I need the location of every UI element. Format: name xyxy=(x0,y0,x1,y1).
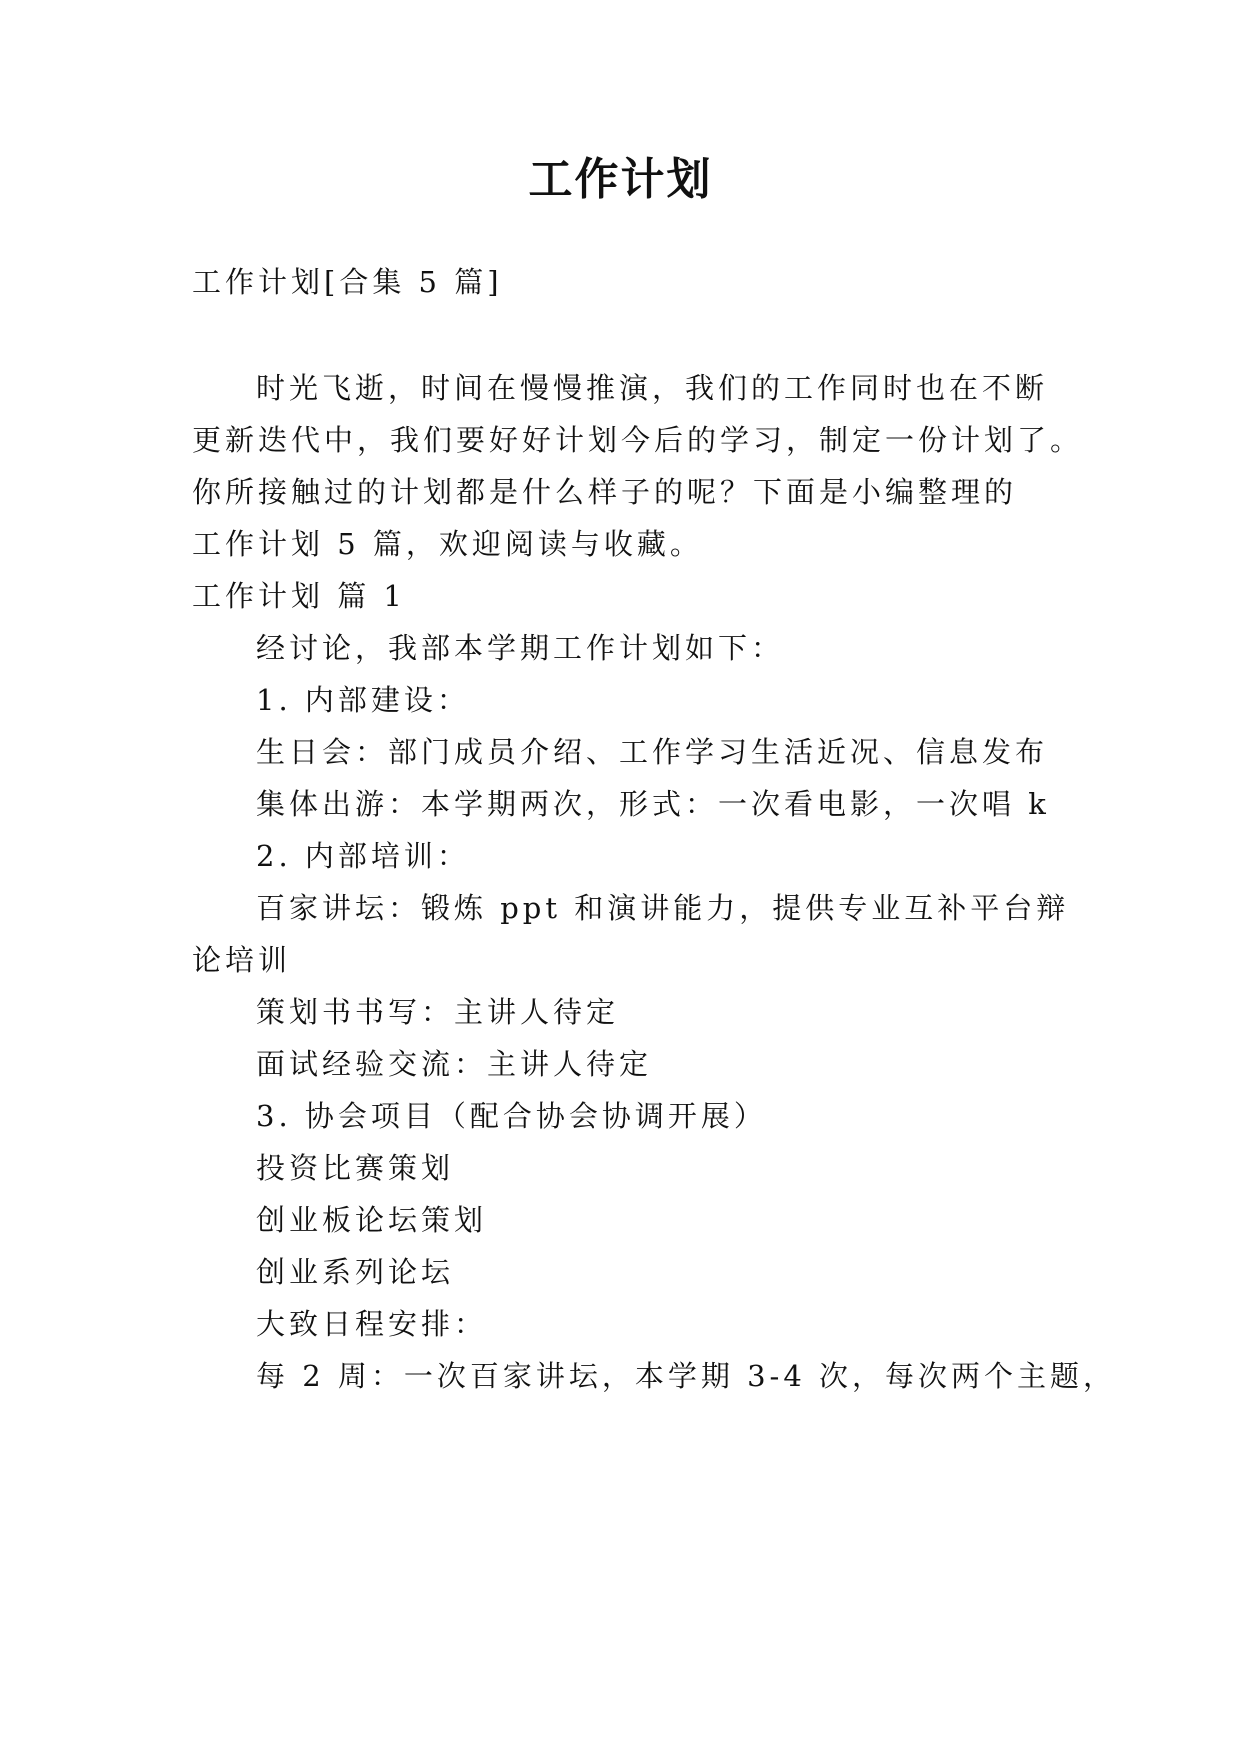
body-line: 百家讲坛：锻炼 ppt 和演讲能力，提供专业互补平台辩 xyxy=(256,891,1070,925)
body-line: 3. 协会项目（配合协会协调开展） xyxy=(256,1099,767,1133)
intro-line: 工作计划 5 篇，欢迎阅读与收藏。 xyxy=(192,527,703,561)
intro-line: 时光飞逝，时间在慢慢推演，我们的工作同时也在不断 xyxy=(256,371,1049,405)
body-line: 创业系列论坛 xyxy=(256,1255,455,1289)
body-line: 1. 内部建设： xyxy=(256,683,470,717)
document-subtitle: 工作计划[合集 5 篇] xyxy=(192,265,503,299)
body-line: 集体出游：本学期两次，形式：一次看电影，一次唱 k xyxy=(256,787,1050,821)
section-heading: 工作计划 篇 1 xyxy=(192,579,406,613)
body-line: 大致日程安排： xyxy=(256,1307,488,1341)
body-line: 每 2 周：一次百家讲坛，本学期 3-4 次，每次两个主题， xyxy=(256,1359,1117,1393)
intro-line: 更新迭代中，我们要好好计划今后的学习，制定一份计划了。 xyxy=(192,423,1084,457)
body-line: 经讨论，我部本学期工作计划如下： xyxy=(256,631,785,665)
body-line: 面试经验交流：主讲人待定 xyxy=(256,1047,653,1081)
body-line: 论培训 xyxy=(192,943,292,977)
document-title: 工作计划 xyxy=(528,154,713,205)
intro-line: 你所接触过的计划都是什么样子的呢？下面是小编整理的 xyxy=(192,475,1018,509)
body-line: 策划书书写：主讲人待定 xyxy=(256,995,620,1029)
body-line: 创业板论坛策划 xyxy=(256,1203,488,1237)
body-line: 生日会：部门成员介绍、工作学习生活近况、信息发布 xyxy=(256,735,1049,769)
body-line: 2. 内部培训： xyxy=(256,839,470,873)
body-line: 投资比赛策划 xyxy=(256,1151,455,1185)
